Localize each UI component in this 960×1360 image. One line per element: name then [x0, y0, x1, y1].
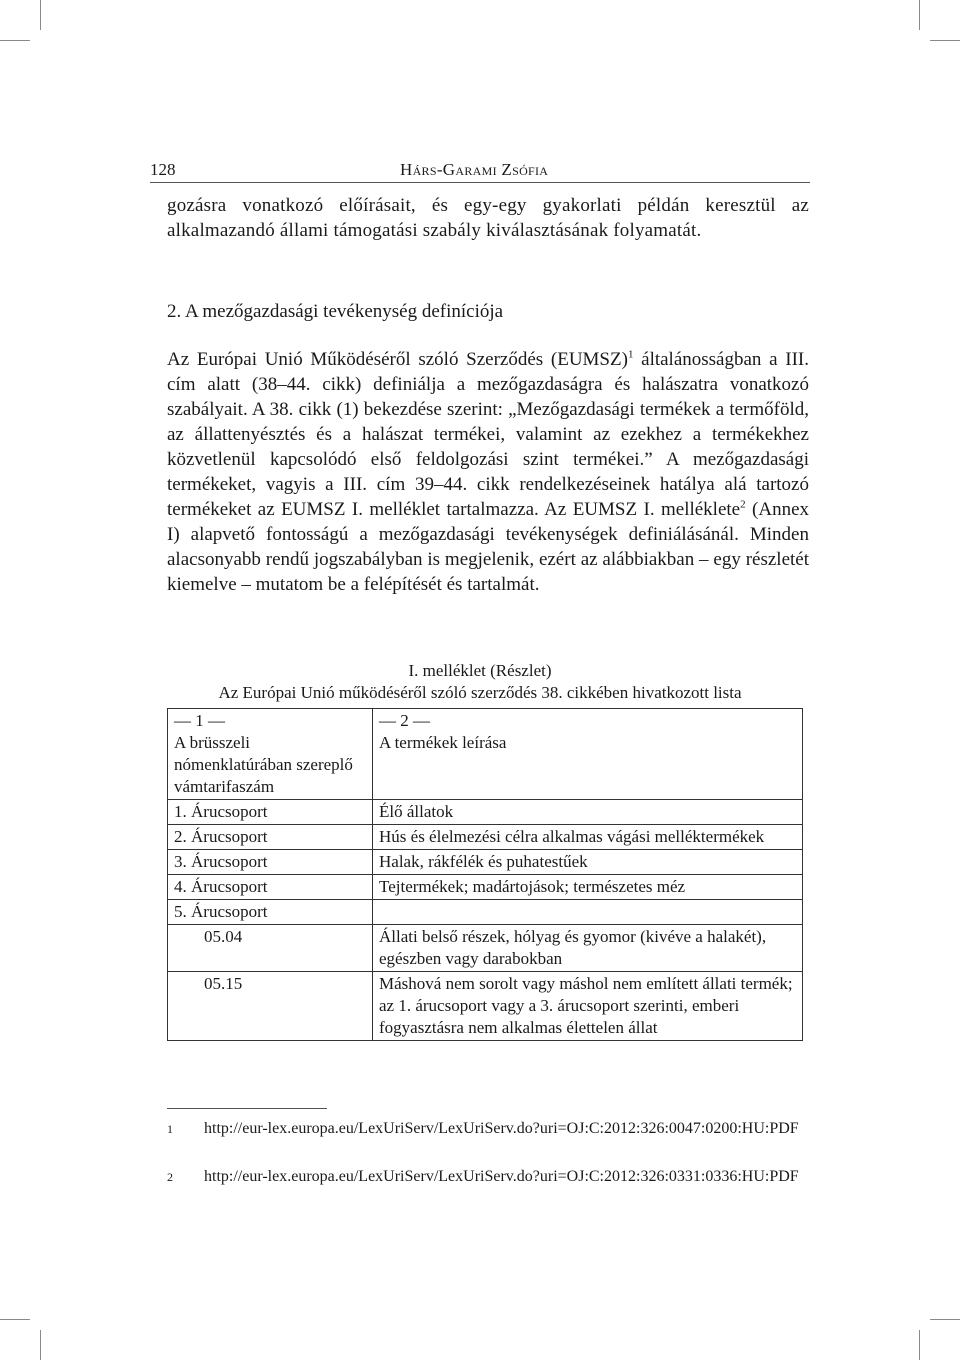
column-1-header	[168, 709, 373, 800]
footnote-ref-2: 2	[740, 498, 746, 511]
crop-mark	[40, 0, 41, 30]
footnote-separator	[167, 1108, 327, 1109]
description-cell: Állati belső részek, hólyag és gyomor (kivéve a halakét), egészben vagy darabokban	[373, 925, 803, 972]
table-row	[168, 900, 803, 925]
tariff-code-cell: 05.15	[168, 972, 373, 1041]
description-cell: Máshová nem sorolt vagy máshol nem említett állati termék; az 1. árucsoport vagy a 3. árucsoport szerinti, emberi fogyasztásra nem alkalmas élettelen állat	[373, 972, 803, 1041]
description-cell	[373, 900, 803, 925]
crop-mark	[919, 1330, 920, 1360]
page-header	[150, 158, 810, 183]
crop-mark	[0, 1319, 30, 1320]
running-head-author: Hárs-Garami Zsófia	[400, 160, 549, 179]
table-row	[168, 800, 803, 825]
crop-mark	[0, 40, 30, 41]
crop-mark	[919, 0, 920, 30]
tariff-code-cell: 3. Árucsoport	[168, 850, 373, 875]
table-header-row	[168, 709, 803, 800]
description-cell: Tejtermékek; madártojások; természetes méz	[373, 875, 803, 900]
table-row	[168, 875, 803, 900]
column-2-title: A termékek leírása	[379, 733, 507, 752]
table-caption	[150, 660, 810, 704]
crop-mark	[40, 1330, 41, 1360]
annex-table	[167, 708, 803, 1041]
table-row	[168, 972, 803, 1041]
footnote-url[interactable]: http://eur-lex.europa.eu/LexUriServ/LexUriServ.do?uri=OJ:C:2012:326:0047:0200:HU:PDF	[204, 1120, 799, 1137]
section-heading: 2. A mezőgazdasági tevékenység definíciója	[167, 301, 504, 322]
description-cell: Hús és élelmezési célra alkalmas vágási melléktermékek	[373, 825, 803, 850]
footnote-mark: 1	[167, 1122, 173, 1136]
footnote-mark: 2	[167, 1170, 173, 1184]
table-row	[168, 925, 803, 972]
table-caption-title: I. melléklet (Részlet)	[408, 661, 552, 680]
footnote-2	[167, 1166, 807, 1188]
column-2-header	[373, 709, 803, 800]
column-1-number: — 1 —	[174, 711, 225, 730]
table-row	[168, 850, 803, 875]
main-content	[167, 193, 809, 597]
page-number: 128	[150, 160, 176, 179]
footnote-ref-1: 1	[627, 348, 634, 361]
tariff-code-cell: 05.04	[168, 925, 373, 972]
table-row	[168, 825, 803, 850]
column-2-number: — 2 —	[379, 711, 430, 730]
body-paragraph	[167, 347, 809, 597]
description-cell: Élő állatok	[373, 800, 803, 825]
footnote-1	[167, 1118, 807, 1140]
tariff-code-cell: 2. Árucsoport	[168, 825, 373, 850]
crop-mark	[930, 1319, 960, 1320]
footnote-url[interactable]: http://eur-lex.europa.eu/LexUriServ/LexUriServ.do?uri=OJ:C:2012:326:0331:0336:HU:PDF	[204, 1168, 799, 1185]
body-text-part-3: (Annex I) alapvető fontosságú a mezőgazdasági tevékenységek definiálásánál. Minden alacsonyabb rendű jogszabályban is megjelenik, ezért az alábbiakban – egy részletét kiemelve – mutatom be a felépítését és tartalmát.	[167, 499, 810, 595]
column-1-title: A brüsszeli nómenklatúrában szereplő vámtarifaszám	[174, 733, 353, 796]
table-caption-subtitle: Az Európai Unió működéséről szóló szerződés 38. cikkében hivatkozott lista	[218, 683, 742, 702]
description-cell: Halak, rákfélék és puhatestűek	[373, 850, 803, 875]
body-text-part-1: Az Európai Unió Működéséről szóló Szerződés (EUMSZ)	[167, 349, 628, 370]
tariff-code-cell: 5. Árucsoport	[168, 900, 373, 925]
tariff-code-cell: 1. Árucsoport	[168, 800, 373, 825]
body-text-part-2: általánosságban a III. cím alatt (38–44. cikk) definiálja a mezőgazdaságra és halászatra vonatkozó szabályait. A 38. cikk (1) bekezdése szerint: „Mezőgazdasági termékek a termőföld, az állattenyésztés és a halászat termékei, valamint az ezekhez a termékekhez közvetlenül kapcsolódó első feldolgozási szint termékei.” A mezőgazdasági termékeket, vagyis a III. cím 39–44. cikk rendelkezéseinek hatálya alá tartozó termékeket az EUMSZ I. melléklet tartalmazza. Az EUMSZ I. melléklete	[167, 349, 809, 520]
tariff-code-cell: 4. Árucsoport	[168, 875, 373, 900]
intro-paragraph: gozásra vonatkozó előírásait, és egy-egy gyakorlati példán keresztül az alkalmazandó állami támogatási szabály kiválasztásának folyamatát.	[167, 195, 809, 241]
crop-mark	[930, 40, 960, 41]
